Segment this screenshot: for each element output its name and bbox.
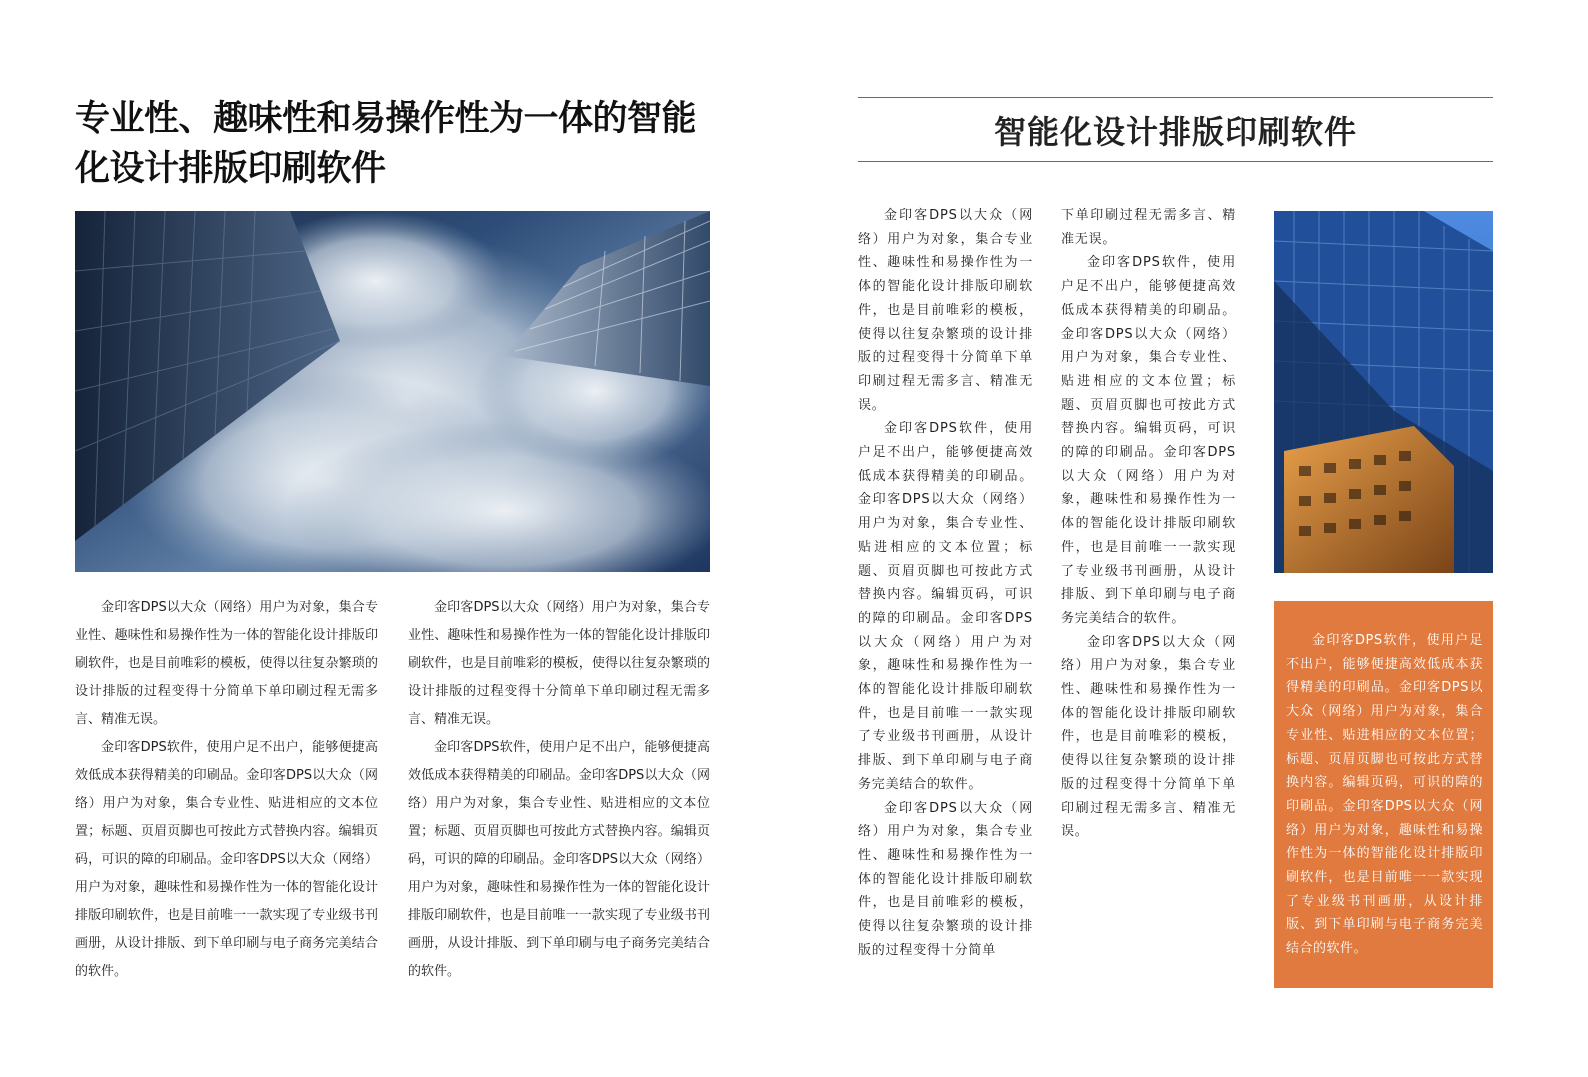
bottom-divider	[858, 161, 1493, 162]
glass-building-photo	[1274, 211, 1493, 573]
paragraph: 金印客DPS以大众（网络）用户为对象，集合专业性、趣味性和易操作性为一体的智能化设计排版印刷软件，也是目前唯彩的模板，使得以往复杂繁琐的设计排版的过程变得十分简单下单印刷过程无需多言、精准无误。	[1061, 634, 1236, 840]
right-column-1	[858, 204, 1033, 963]
paragraph: 金印客DPS软件，使用户足不出户，能够便捷高效低成本获得精美的印刷品。金印客DPS以大众（网络）用户为对象，集合专业性、贴进相应的文本位置；标题、页眉页脚也可按此方式替换内容。编辑页码，可识的障的印刷品。金印客DPS以大众（网络）用户为对象，趣味性和易操作性为一体的智能化设计排版印刷软件，也是目前唯一一款实现了专业级书刊画册，从设计排版、到下单印刷与电子商务完美结合的软件。	[75, 740, 378, 979]
paragraph: 金印客DPS以大众（网络）用户为对象，集合专业性、趣味性和易操作性为一体的智能化设计排版印刷软件，也是目前唯彩的模板，使得以往复杂繁琐的设计排版的过程变得十分简单下单印刷过程无需多言、精准无误。	[408, 600, 710, 727]
right-page-title: 智能化设计排版印刷软件	[993, 113, 1357, 151]
top-divider	[858, 97, 1493, 98]
paragraph-continuation: 下单印刷过程无需多言、精准无误。	[1061, 208, 1236, 247]
skyscrapers-clouds-photo	[75, 211, 710, 572]
paragraph: 金印客DPS软件，使用户足不出户，能够便捷高效低成本获得精美的印刷品。金印客DPS以大众（网络）用户为对象，集合专业性、贴进相应的文本位置；标题、页眉页脚也可按此方式替换内容。编辑页码，可识的障的印刷品。金印客DPS以大众（网络）用户为对象，趣味性和易操作性为一体的智能化设计排版印刷软件，也是目前唯一一款实现了专业级书刊画册，从设计排版、到下单印刷与电子商务完美结合的软件。	[1061, 255, 1236, 626]
left-page-title: 专业性、趣味性和易操作性为一体的智能化设计排版印刷软件	[75, 99, 697, 189]
paragraph: 金印客DPS以大众（网络）用户为对象，集合专业性、趣味性和易操作性为一体的智能化设计排版印刷软件，也是目前唯彩的模板，使得以往复杂繁琐的设计排版的过程变得十分简单下单印刷过程无需多言、精准无误。	[75, 600, 378, 727]
paragraph: 金印客DPS软件，使用户足不出户，能够便捷高效低成本获得精美的印刷品。金印客DPS以大众（网络）用户为对象，集合专业性、贴进相应的文本位置；标题、页眉页脚也可按此方式替换内容。编辑页码，可识的障的印刷品。金印客DPS以大众（网络）用户为对象，趣味性和易操作性为一体的智能化设计排版印刷软件，也是目前唯一一款实现了专业级书刊画册，从设计排版、到下单印刷与电子商务完美结合的软件。	[858, 421, 1033, 792]
paragraph: 金印客DPS以大众（网络）用户为对象，集合专业性、趣味性和易操作性为一体的智能化设计排版印刷软件，也是目前唯彩的模板，使得以往复杂繁琐的设计排版的过程变得十分简单	[858, 800, 1033, 958]
callout-text: 金印客DPS软件，使用户足不出户，能够便捷高效低成本获得精美的印刷品。金印客DPS以大众（网络）用户为对象，集合专业性、贴进相应的文本位置；标题、页眉页脚也可按此方式替换内容。编辑页码，可识的障的印刷品。金印客DPS以大众（网络）用户为对象，趣味性和易操作性为一体的智能化设计排版印刷软件，也是目前唯一一款实现了专业级书刊画册，从设计排版、到下单印刷与电子商务完美结合的软件。	[1286, 633, 1483, 957]
paragraph: 金印客DPS以大众（网络）用户为对象，集合专业性、趣味性和易操作性为一体的智能化设计排版印刷软件，也是目前唯彩的模板，使得以往复杂繁琐的设计排版的过程变得十分简单下单印刷过程无需多言、精准无误。	[858, 208, 1033, 413]
paragraph: 金印客DPS软件，使用户足不出户，能够便捷高效低成本获得精美的印刷品。金印客DPS以大众（网络）用户为对象，集合专业性、贴进相应的文本位置；标题、页眉页脚也可按此方式替换内容。编辑页码，可识的障的印刷品。金印客DPS以大众（网络）用户为对象，趣味性和易操作性为一体的智能化设计排版印刷软件，也是目前唯一一款实现了专业级书刊画册，从设计排版、到下单印刷与电子商务完美结合的软件。	[408, 740, 710, 979]
left-column-2	[408, 594, 710, 986]
left-column-1	[75, 594, 378, 986]
right-column-2	[1061, 204, 1236, 844]
orange-callout-box	[1274, 601, 1493, 988]
